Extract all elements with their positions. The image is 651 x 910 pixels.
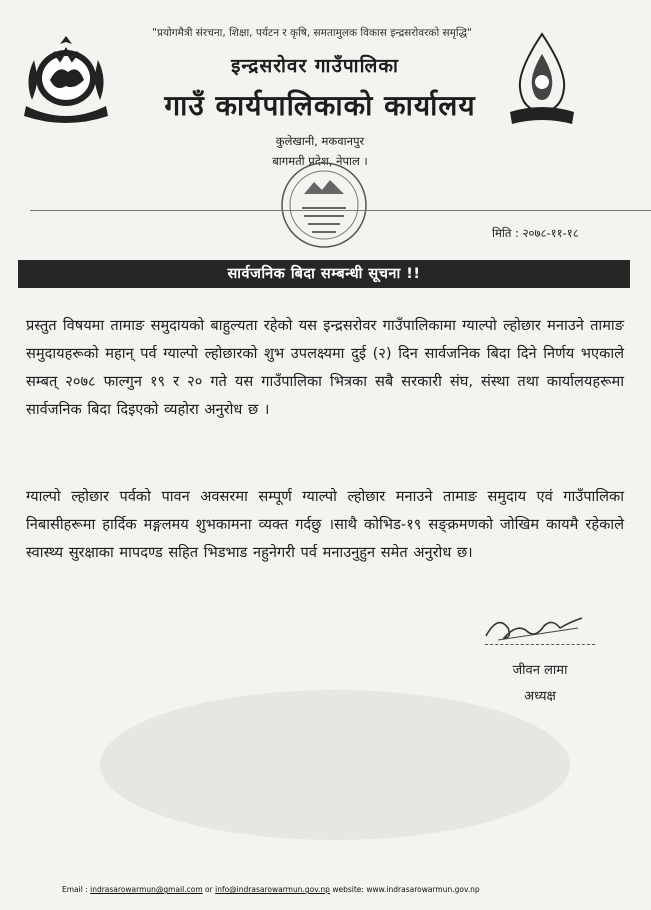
notice-date: मिति : २०७८-११-१८ bbox=[492, 226, 579, 240]
email-link-1[interactable]: indrasarowarmun@gmail.com bbox=[90, 885, 203, 894]
footer-contact bbox=[62, 885, 582, 894]
office-title: गाउँ कार्यपालिकाको कार्यालय bbox=[164, 89, 476, 122]
notice-title: सार्वजनिक बिदा सम्बन्धी सूचना !! bbox=[18, 260, 630, 288]
website-link[interactable]: www.indrasarowarmun.gov.np bbox=[366, 885, 480, 894]
or-text: or bbox=[205, 885, 213, 894]
email-link-2[interactable]: info@indrasarowarmun.gov.np bbox=[215, 885, 330, 894]
notice-paragraph-1: प्रस्तुत विषयमा तामाङ समुदायको बाहुल्यता रहेको यस इन्द्रसरोवर गाउँपालिकामा ग्याल्पो ल्होछार मनाउने तामाङ समुदायहरूको महान् पर्व ग्याल्पो ल्होछारको शुभ उपलक्ष्यमा दुई (२) दिन सार्वजनिक बिदा दिने निर्णय भएकाले सम्बत् २०७८ फाल्गुन १९ र २० गते यस गाउँपालिका भित्रका सबै सरकारी संघ, संस्था तथा कार्यालयहरूमा सार्वजनिक बिदा दिइएको व्यहोरा अनुरोध छ । bbox=[26, 317, 624, 418]
email-label: Email : bbox=[62, 885, 88, 894]
address-line-1: कुलेखानी, मकवानपुर bbox=[275, 134, 365, 148]
notice-paragraph-2: ग्याल्पो ल्होछार पर्वको पावन अवसरमा सम्पूर्ण ग्याल्पो ल्होछार मनाउने तामाङ समुदाय एवं गाउँपालिका निबासीहरूमा हार्दिक मङ्गलमय शुभकामना व्यक्त गर्दछु ।साथै कोभिड-१९ सङ्क्रमणको जोखिम कायमै रहेकाले स्वास्थ्य सुरक्षाका मापदण्ड सहित भिडभाड नहुनेगरी पर्व मनाउनुहुन समेत अनुरोध छ। bbox=[26, 488, 624, 561]
signatory-name: जीवन लामा bbox=[512, 663, 568, 678]
signature-icon bbox=[478, 608, 588, 648]
government-emblem-icon bbox=[12, 30, 120, 130]
header-divider bbox=[30, 210, 651, 211]
website-label: website: bbox=[332, 885, 364, 894]
signature-line bbox=[485, 644, 595, 645]
official-stamp-icon bbox=[278, 160, 370, 250]
paper-shadow bbox=[100, 690, 570, 840]
signatory-title: अध्यक्ष bbox=[524, 689, 556, 704]
address-line-2: बागमती प्रदेश, नेपाल । bbox=[272, 154, 368, 168]
tagline: "प्रयोगमैत्री संरचना, शिक्षा, पर्यटन र कृषि, समतामुलक विकास इन्द्रसरोवरको समृद्धि" bbox=[152, 27, 472, 39]
municipality-name: इन्द्रसरोवर गाउँपालिका bbox=[231, 55, 399, 77]
